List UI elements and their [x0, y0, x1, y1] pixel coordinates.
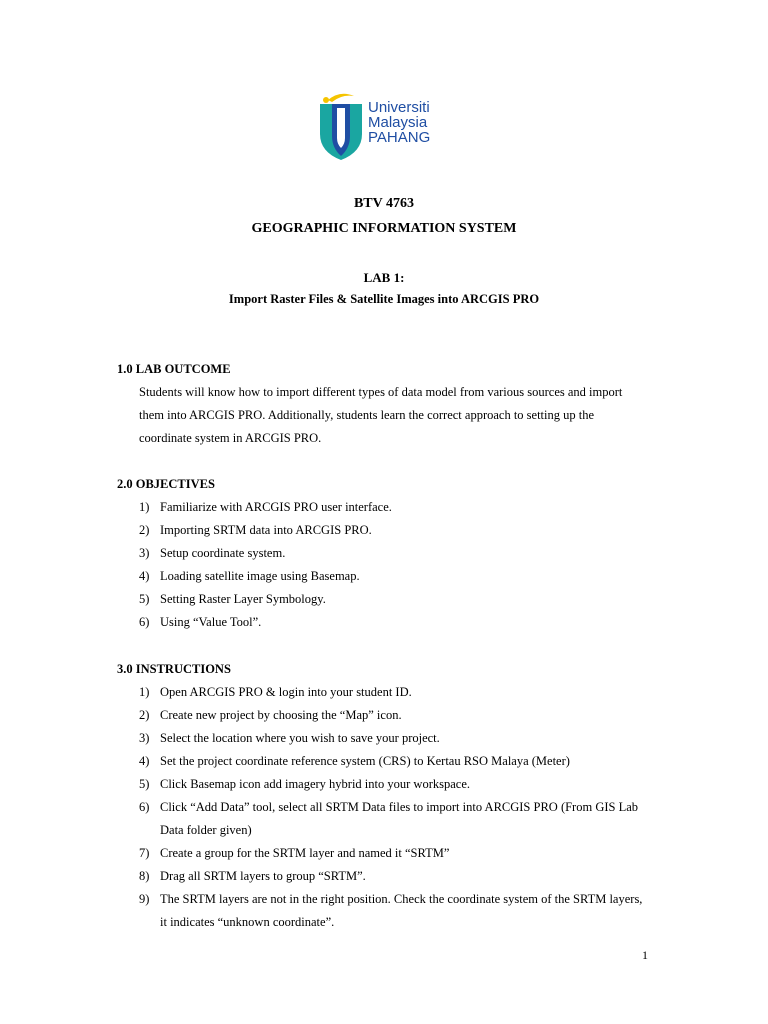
ump-shield-icon: [318, 90, 364, 162]
logo-line-1: Universiti: [368, 99, 430, 116]
lab-title: Import Raster Files & Satellite Images into ARCGIS PRO: [228, 292, 540, 306]
lab-label: LAB 1:: [363, 270, 405, 285]
list-item-number: 3): [139, 546, 150, 560]
list-item-text: Click “Add Data” tool, select all SRTM Data files to import into ARCGIS PRO (From GIS Lab Data folder given): [160, 800, 639, 837]
list-item-number: 5): [139, 777, 150, 791]
logo-line-3: PAHANG: [368, 129, 431, 146]
list-item-number: 7): [139, 846, 150, 860]
section-title-objectives: 2.0 OBJECTIVES: [117, 477, 215, 491]
list-item-text: Setup coordinate system.: [160, 546, 286, 560]
list-item-number: 6): [139, 615, 150, 629]
list-item-text: Open ARCGIS PRO & login into your student ID.: [160, 685, 412, 699]
list-item-number: 4): [139, 569, 150, 583]
course-code: BTV 4763: [353, 196, 415, 211]
list-item-number: 1): [139, 500, 150, 514]
list-item-text: Familiarize with ARCGIS PRO user interface.: [160, 500, 392, 514]
list-item-number: 9): [139, 892, 150, 906]
list-item-text: The SRTM layers are not in the right position. Check the coordinate system of the SRTM layers, it indicates “unknown coordinate”.: [160, 892, 643, 929]
list-item-text: Importing SRTM data into ARCGIS PRO.: [160, 523, 372, 537]
list-item-number: 4): [139, 754, 150, 768]
list-item-number: 2): [139, 708, 150, 722]
list-item-text: Loading satellite image using Basemap.: [160, 569, 360, 583]
list-item-text: Click Basemap icon add imagery hybrid into your workspace.: [160, 777, 470, 791]
list-item-number: 1): [139, 685, 150, 699]
list-item-text: Drag all SRTM layers to group “SRTM”.: [160, 869, 366, 883]
list-item-number: 8): [139, 869, 150, 883]
logo-line-2: Malaysia: [368, 114, 428, 131]
list-item-text: Create a group for the SRTM layer and named it “SRTM”: [160, 846, 450, 860]
list-item-text: Create new project by choosing the “Map” icon.: [160, 708, 402, 722]
section-title-outcome: 1.0 LAB OUTCOME: [117, 362, 231, 376]
list-item-text: Setting Raster Layer Symbology.: [160, 592, 326, 606]
list-item-number: 3): [139, 731, 150, 745]
course-name: GEOGRAPHIC INFORMATION SYSTEM: [251, 221, 517, 236]
outcome-paragraph: Students will know how to import different types of data model from various sources and import them into ARCGIS PRO. Additionally, students learn the correct approach to setting up the coordinate system in ARCGIS PRO.: [139, 385, 623, 445]
list-item-number: 5): [139, 592, 150, 606]
section-title-instructions: 3.0 INSTRUCTIONS: [117, 662, 231, 676]
page-number: 1: [642, 948, 648, 962]
list-item-number: 6): [139, 800, 150, 814]
list-item-text: Using “Value Tool”.: [160, 615, 262, 629]
university-logo: [318, 86, 450, 164]
list-item-text: Select the location where you wish to save your project.: [160, 731, 440, 745]
list-item-number: 2): [139, 523, 150, 537]
list-item-text: Set the project coordinate reference system (CRS) to Kertau RSO Malaya (Meter): [160, 754, 570, 768]
